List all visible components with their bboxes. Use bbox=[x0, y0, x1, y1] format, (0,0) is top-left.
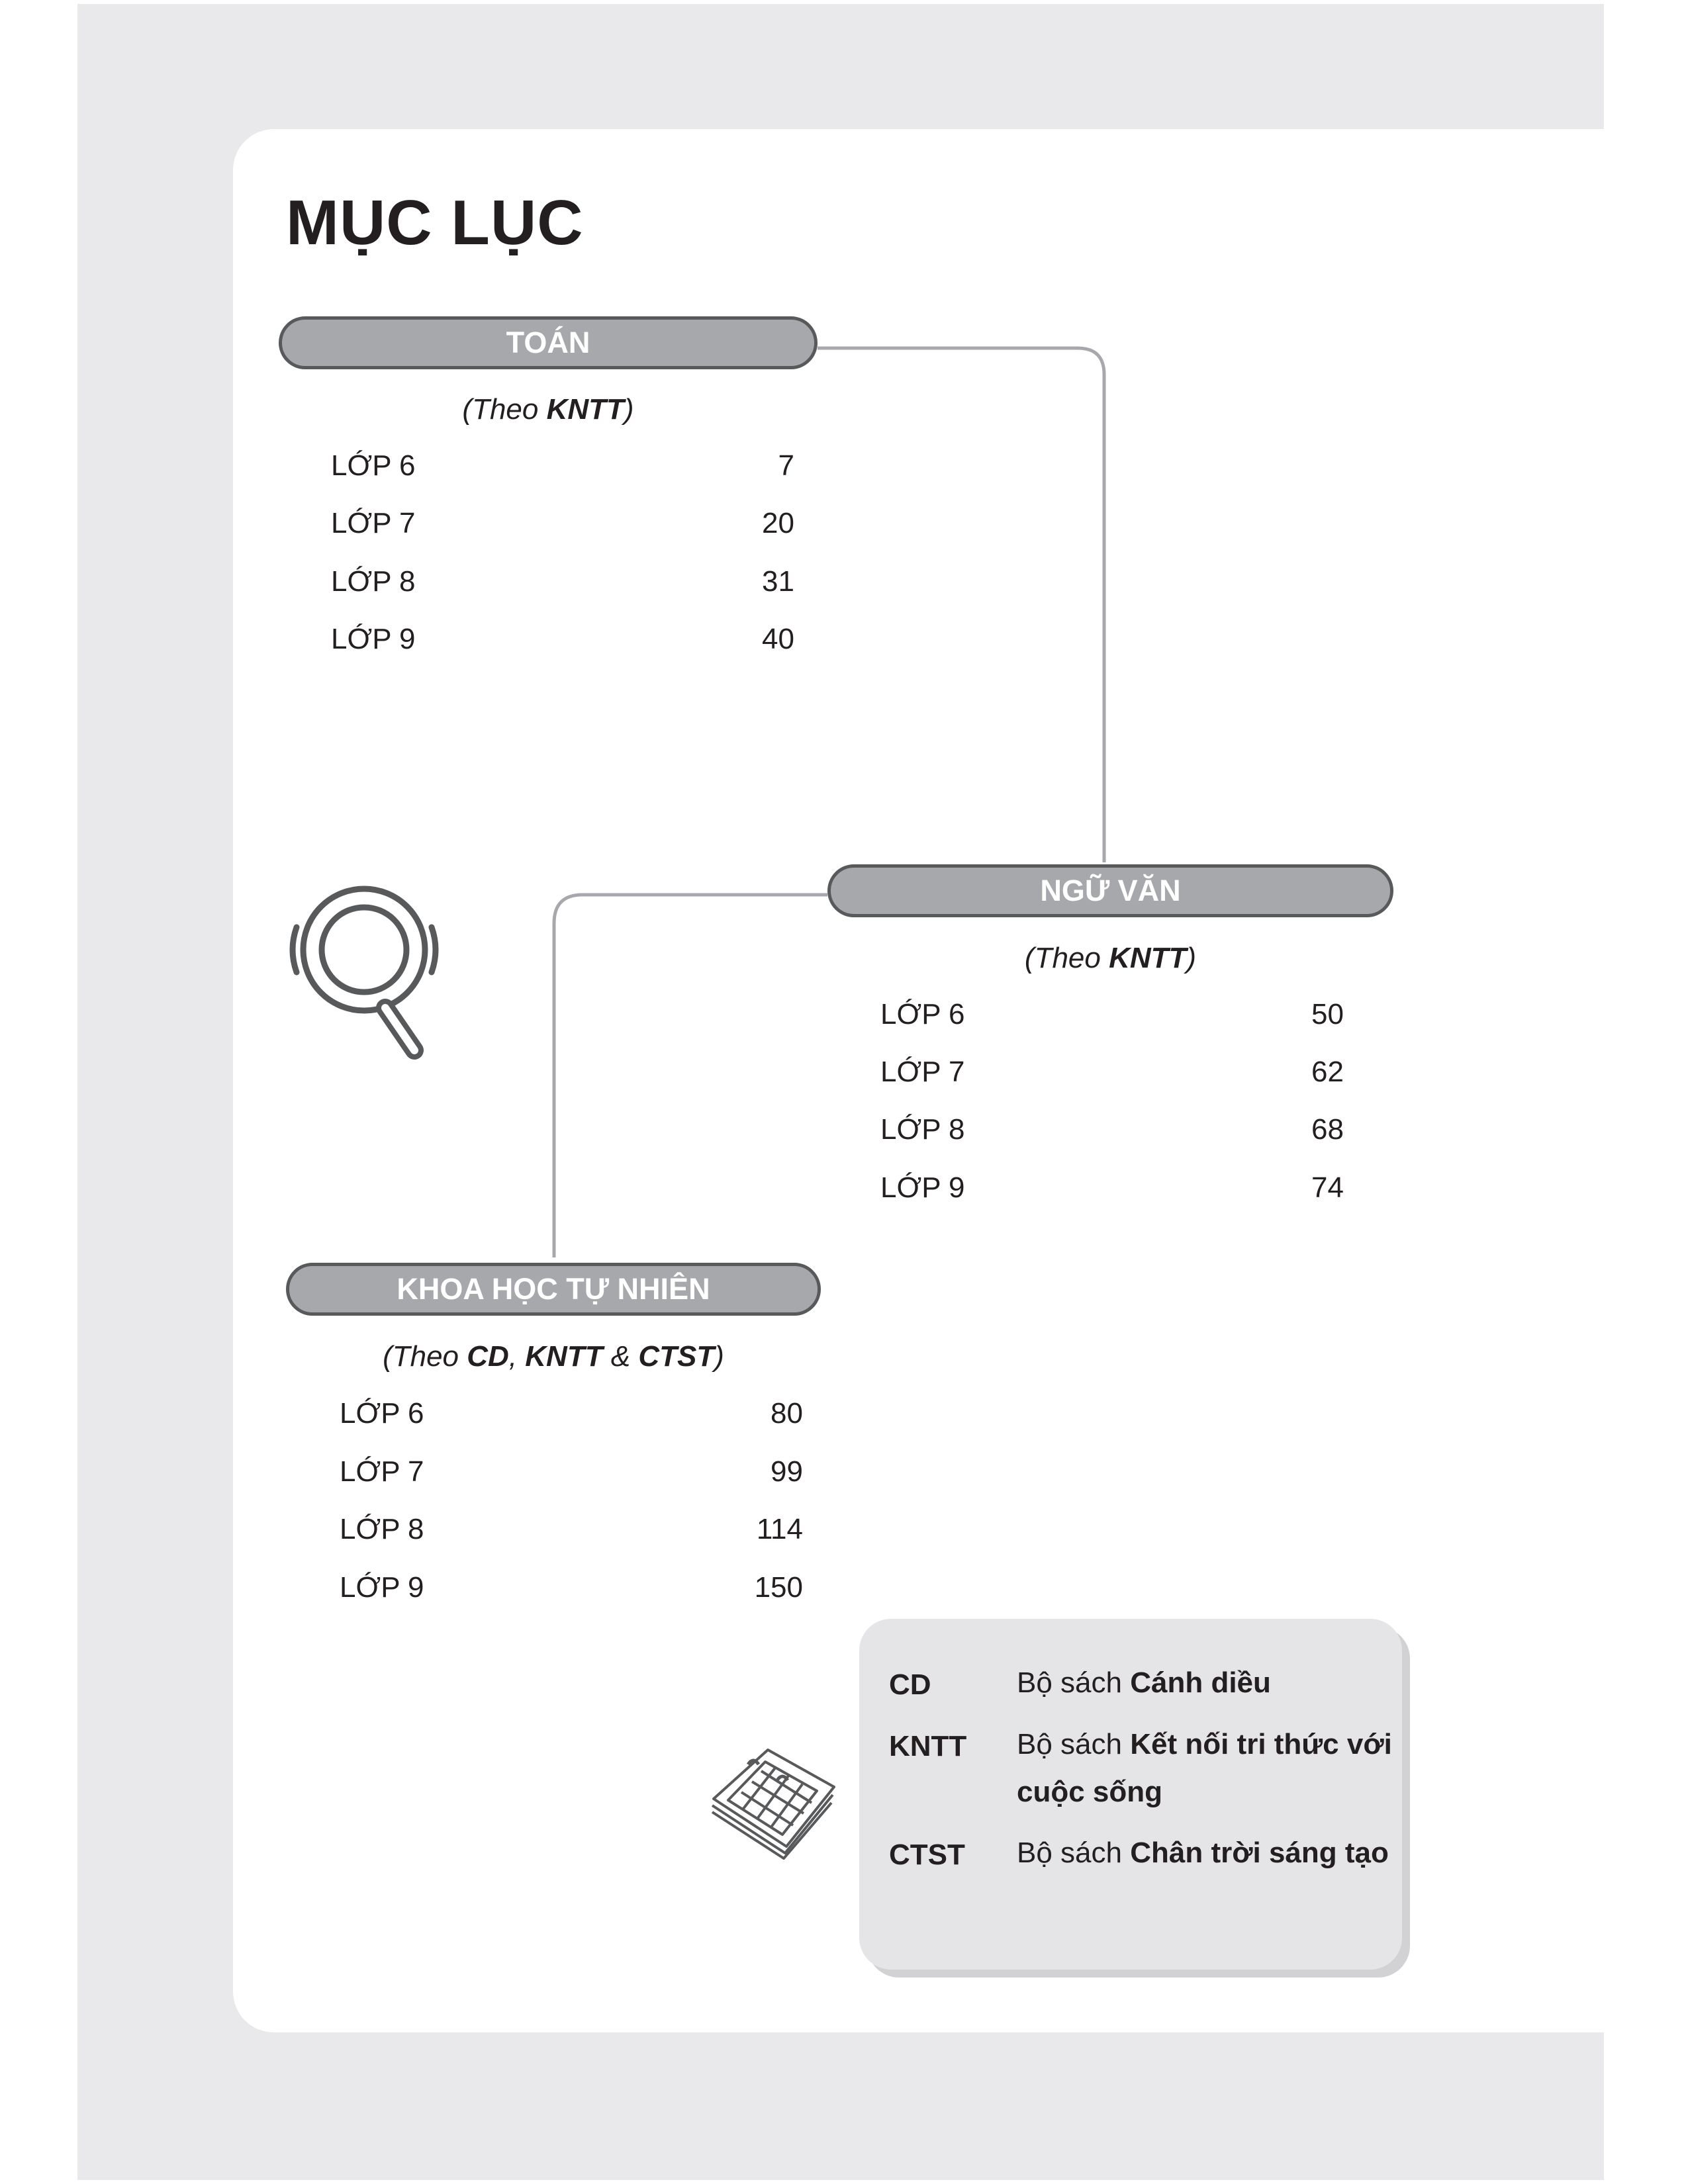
legend-desc: Bộ sách Kết nối tri thức với cuộc sống bbox=[1017, 1728, 1392, 1808]
toc-row-page: 40 bbox=[762, 623, 794, 655]
section-heading-toan[interactable] bbox=[279, 316, 818, 369]
legend-box bbox=[859, 1619, 1402, 1970]
section-subtitle-toan: (Theo KNTT) bbox=[462, 393, 634, 426]
toc-row-label: LỚP 9 bbox=[331, 623, 416, 655]
toc-row-page: 150 bbox=[754, 1571, 803, 1604]
toc-row-label: LỚP 6 bbox=[331, 449, 416, 482]
toc-row-ngu-van-3[interactable] bbox=[880, 1113, 1344, 1150]
legend-item-cd bbox=[889, 1668, 1405, 1721]
legend-abbr: CD bbox=[889, 1668, 931, 1701]
toc-row-page: 68 bbox=[1311, 1113, 1344, 1146]
toc-row-page: 50 bbox=[1311, 998, 1344, 1030]
toc-row-page: 80 bbox=[771, 1397, 803, 1430]
toc-row-label: LỚP 8 bbox=[340, 1513, 424, 1545]
toc-row-label: LỚP 8 bbox=[880, 1113, 965, 1146]
toc-row-label: LỚP 6 bbox=[340, 1397, 424, 1430]
toc-row-page: 62 bbox=[1311, 1056, 1344, 1088]
section-heading-label: NGỮ VĂN bbox=[1040, 874, 1181, 907]
toc-row-khtn-4[interactable] bbox=[340, 1571, 803, 1608]
toc-row-label: LỚP 7 bbox=[340, 1455, 424, 1488]
toc-row-page: 99 bbox=[771, 1455, 803, 1488]
toc-row-page: 31 bbox=[762, 565, 794, 598]
toc-row-khtn-1[interactable] bbox=[340, 1397, 803, 1434]
toc-row-ngu-van-2[interactable] bbox=[880, 1056, 1344, 1093]
section-heading-label: TOÁN bbox=[506, 326, 590, 359]
section-heading-label: KHOA HỌC TỰ NHIÊN bbox=[397, 1272, 710, 1306]
legend-abbr: CTST bbox=[889, 1839, 965, 1871]
toc-row-toan-3[interactable] bbox=[331, 565, 794, 602]
toc-row-ngu-van-4[interactable] bbox=[880, 1171, 1344, 1208]
toc-row-khtn-3[interactable] bbox=[340, 1513, 803, 1550]
calendar-pages-icon bbox=[708, 1747, 841, 1860]
toc-row-page: 7 bbox=[778, 449, 794, 482]
toc-row-label: LỚP 9 bbox=[880, 1171, 965, 1204]
legend-item-ctst bbox=[889, 1839, 1405, 1938]
magnifier-icon bbox=[285, 870, 444, 1069]
toc-row-label: LỚP 7 bbox=[880, 1056, 965, 1088]
toc-row-label: LỚP 9 bbox=[340, 1571, 424, 1604]
toc-row-label: LỚP 6 bbox=[880, 998, 965, 1030]
toc-row-toan-2[interactable] bbox=[331, 507, 794, 544]
legend-desc: Bộ sách Cánh diều bbox=[1017, 1666, 1271, 1699]
toc-row-toan-1[interactable] bbox=[331, 449, 794, 486]
legend-item-kntt bbox=[889, 1730, 1405, 1829]
toc-row-khtn-2[interactable] bbox=[340, 1455, 803, 1492]
toc-row-ngu-van-1[interactable] bbox=[880, 998, 1344, 1035]
toc-row-page: 114 bbox=[756, 1513, 803, 1545]
section-heading-ngu-van[interactable] bbox=[827, 864, 1393, 917]
toc-row-label: LỚP 7 bbox=[331, 507, 416, 539]
toc-row-page: 74 bbox=[1311, 1171, 1344, 1204]
legend-desc: Bộ sách Chân trời sáng tạo bbox=[1017, 1837, 1389, 1869]
section-subtitle-ngu-van: (Theo KNTT) bbox=[1024, 942, 1197, 974]
page-title: MỤC LỤC bbox=[286, 187, 584, 258]
toc-row-page: 20 bbox=[762, 507, 794, 539]
section-subtitle-khtn: (Theo CD, KNTT & CTST) bbox=[383, 1340, 724, 1373]
toc-row-label: LỚP 8 bbox=[331, 565, 416, 598]
section-heading-khtn[interactable] bbox=[286, 1263, 821, 1316]
legend-abbr: KNTT bbox=[889, 1730, 967, 1762]
toc-row-toan-4[interactable] bbox=[331, 623, 794, 660]
